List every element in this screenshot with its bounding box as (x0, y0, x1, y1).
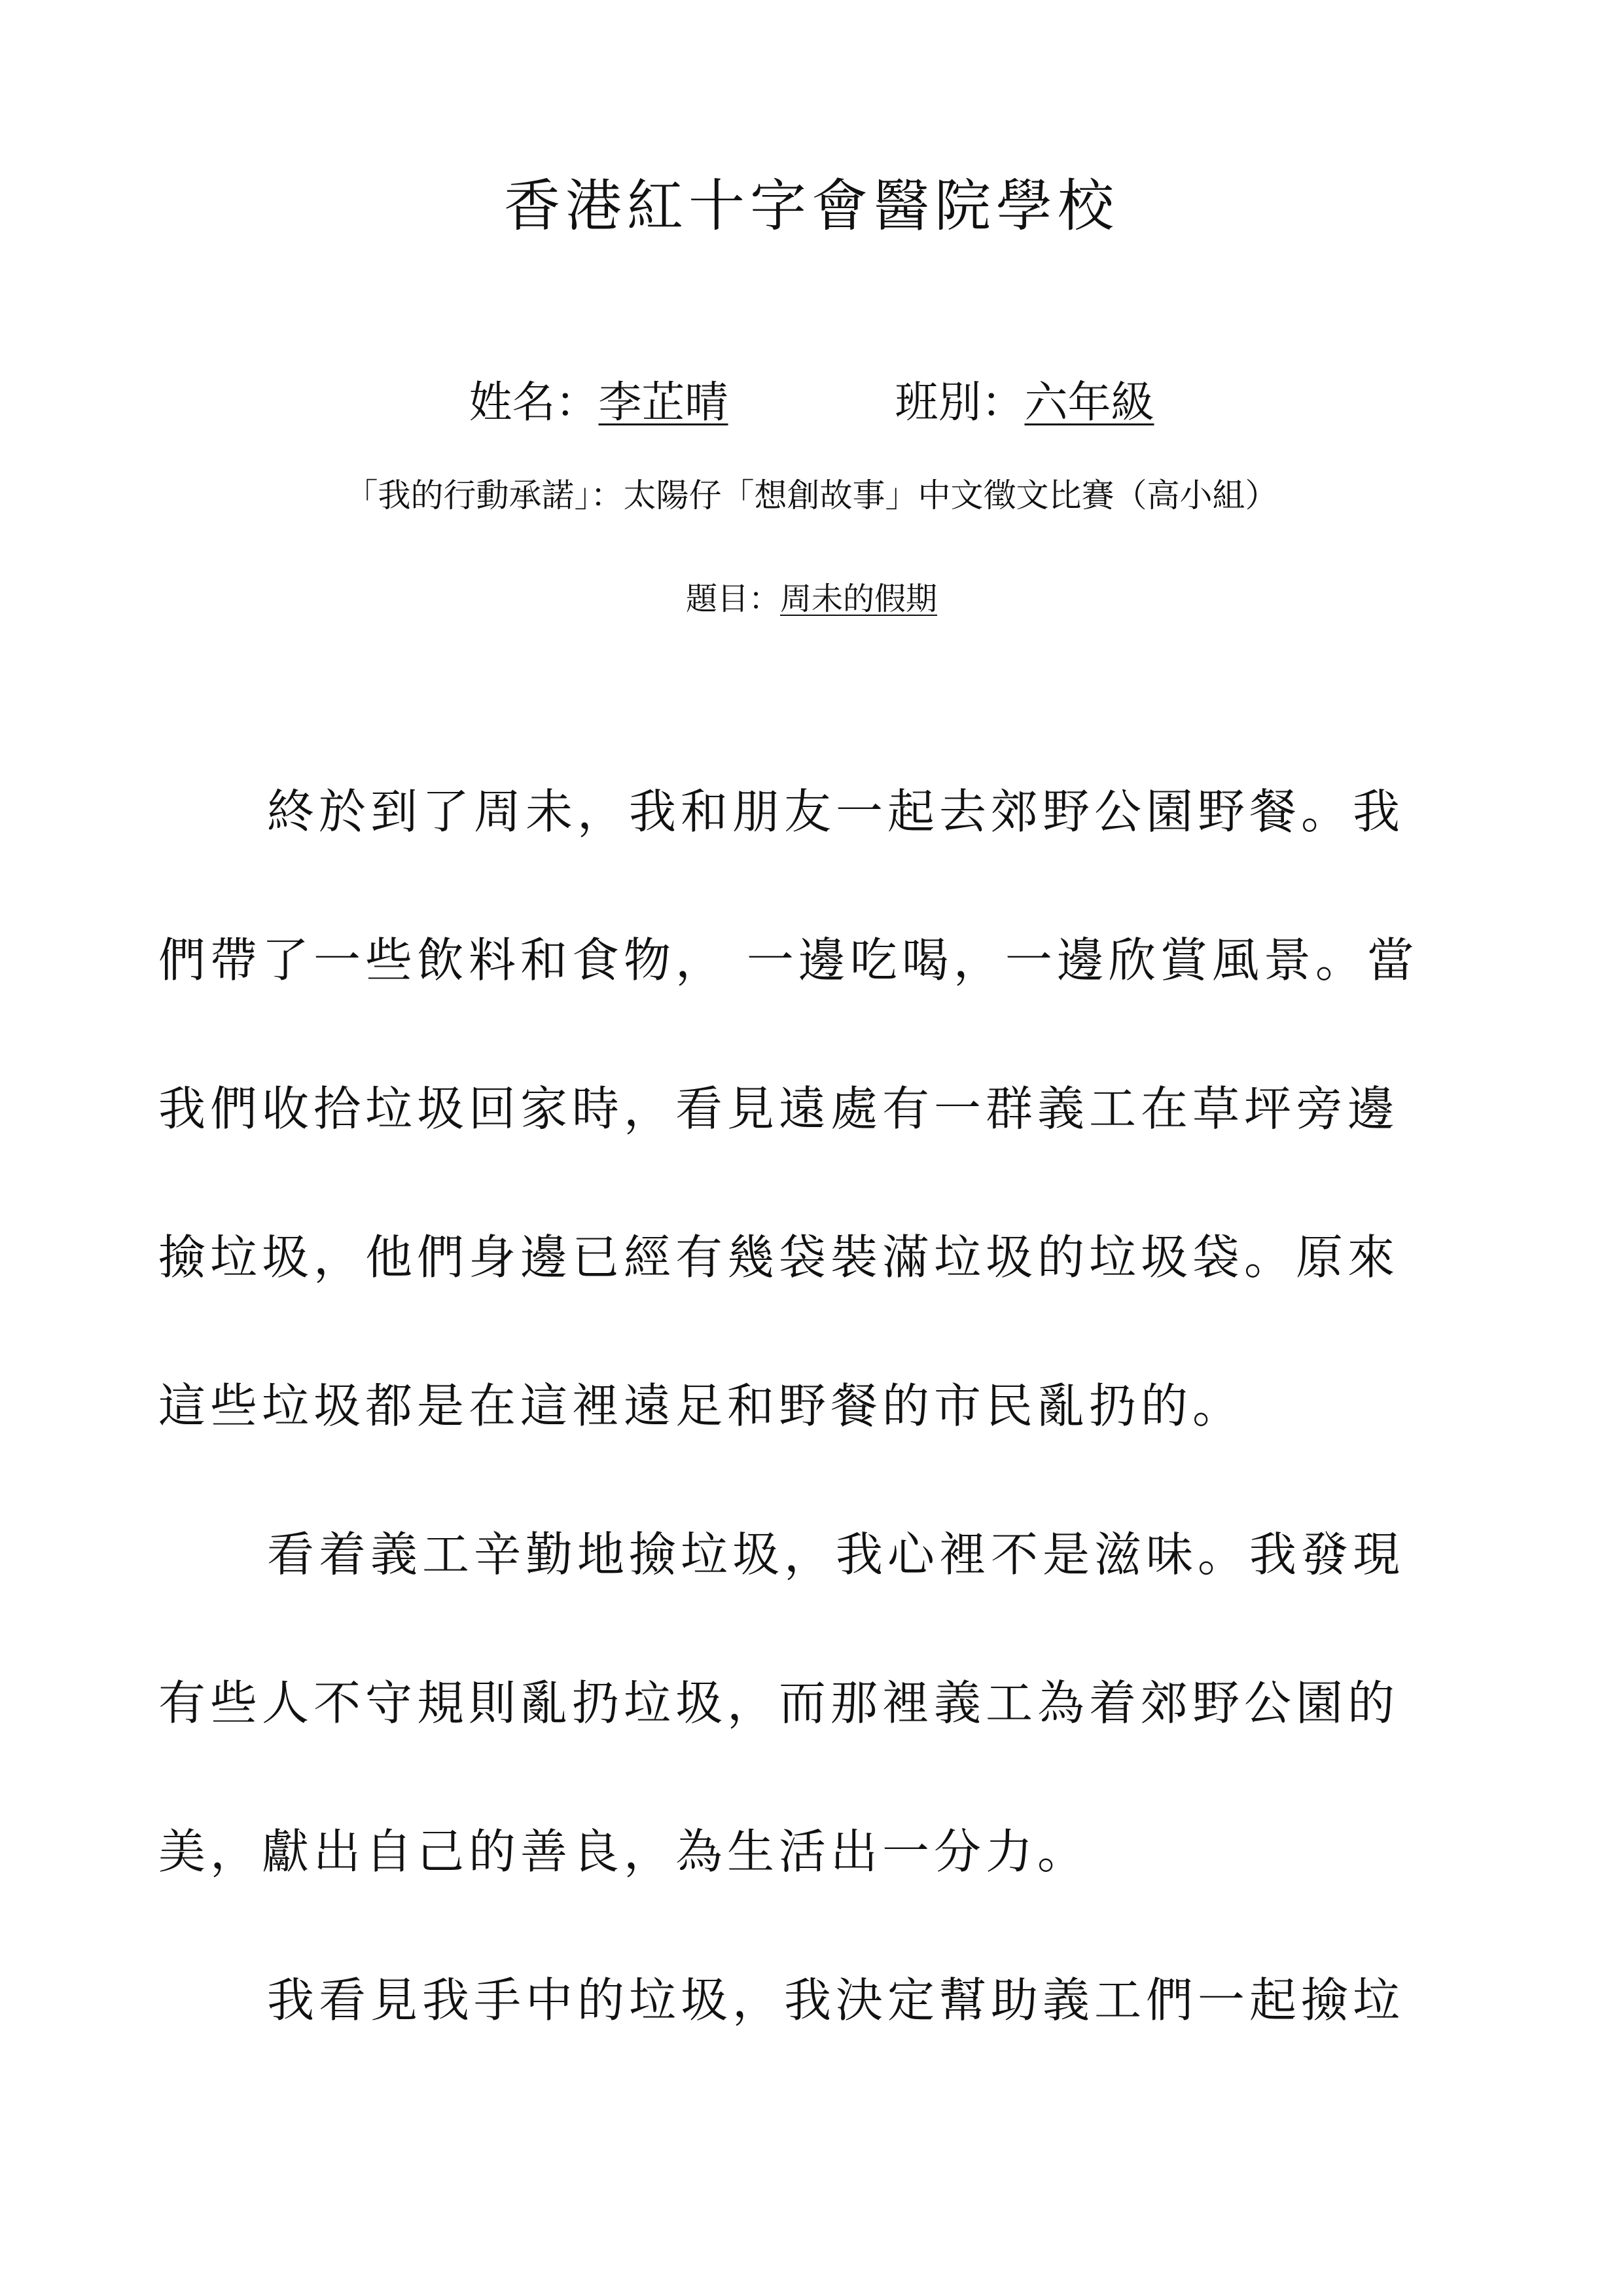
name-value: 李芷晴 (598, 377, 728, 427)
essay-line: 看着義工辛勤地撿垃圾，我心裡不是滋味。我發現 (267, 1527, 1405, 1582)
essay-line: 撿垃圾，他們身邊已經有幾袋裝滿垃圾的垃圾袋。原來 (158, 1230, 1400, 1285)
essay-line: 這些垃圾都是在這裡遠足和野餐的市民亂扔的。 (158, 1378, 1245, 1433)
essay-line: 我們收拾垃圾回家時，看見遠處有一群義工在草坪旁邊 (158, 1081, 1400, 1136)
class-label: 班別： (895, 377, 1025, 427)
name-label: 姓名： (469, 377, 599, 427)
essay-line: 美，獻出自己的善良，為生活出一分力。 (158, 1824, 1090, 1879)
student-name-field (469, 373, 728, 432)
school-title: 香港紅十字會醫院學校 (504, 173, 1119, 239)
essay-line: 終於到了周未，我和朋友一起去郊野公園野餐。我 (267, 784, 1405, 839)
essay-line: 們帶了一些飲料和食物， 一邊吃喝，一邊欣賞風景。當 (158, 933, 1419, 988)
essay-line: 有些人不守規則亂扔垃圾，而那裡義工為着郊野公園的 (158, 1676, 1400, 1731)
student-info-row (0, 373, 1623, 432)
class-value: 六年級 (1024, 377, 1154, 427)
topic-label: 題目： (685, 581, 780, 617)
topic-value: 周未的假期 (780, 581, 938, 617)
essay-body (158, 776, 1464, 2113)
competition-title: 「我的行動承諾」：太陽仔「想創故事」中文徵文比賽（高小組） (345, 476, 1278, 514)
essay-topic (0, 576, 1623, 622)
student-class-field (895, 373, 1154, 432)
essay-line: 我看見我手中的垃圾，我決定幫助義工們一起撿垃 (267, 1973, 1405, 2028)
